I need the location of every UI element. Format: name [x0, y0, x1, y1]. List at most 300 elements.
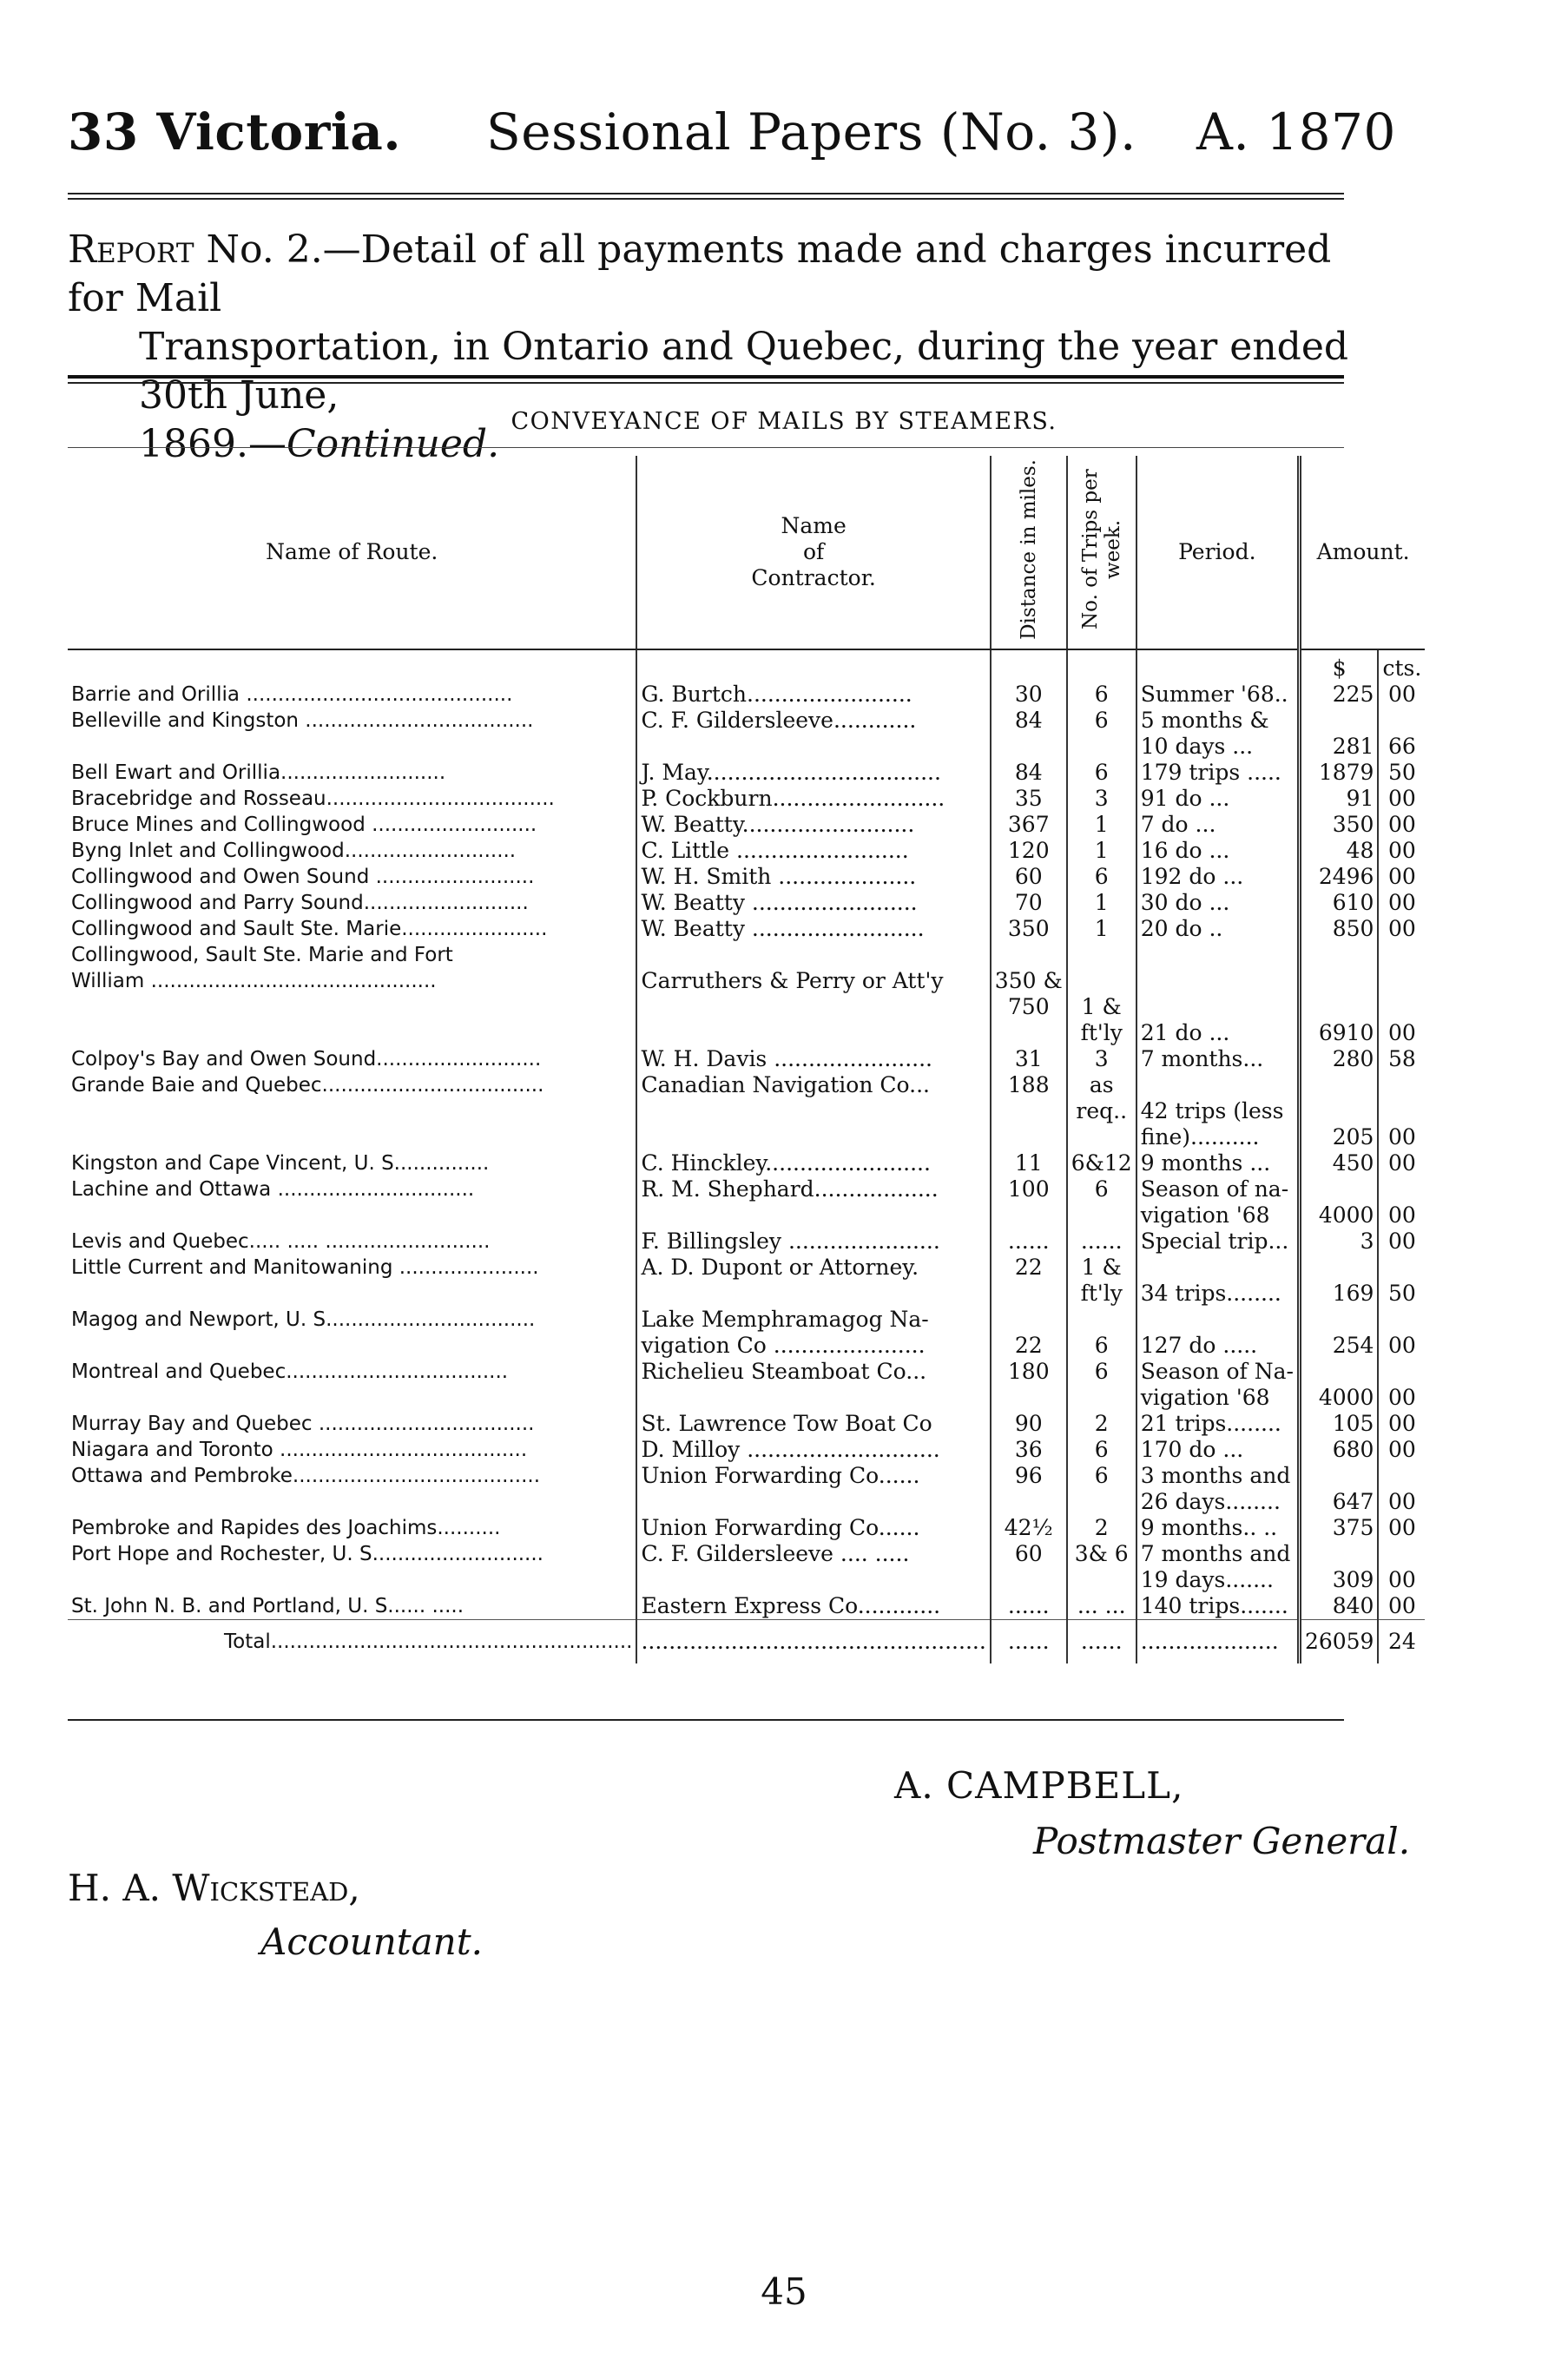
- cell-period: 10 days ...: [1136, 734, 1300, 760]
- cell-contractor: [636, 1385, 990, 1411]
- cell-cents: [1378, 1176, 1425, 1202]
- cell-contractor: [636, 1281, 990, 1307]
- table-row: [68, 1150, 1425, 1176]
- cell-cents: 00: [1378, 1333, 1425, 1359]
- cell-distance: 11: [991, 1150, 1067, 1176]
- signature-wickstead-name: [68, 1867, 360, 1909]
- cell-route: Levis and Quebec..... ..... ..........................: [71, 1230, 491, 1253]
- cell-trips: 3& 6: [1067, 1541, 1136, 1567]
- table-row: [68, 1124, 1425, 1150]
- cell-trips: as: [1067, 1072, 1136, 1098]
- cell-dollars: [1299, 1307, 1378, 1333]
- caption-rule: [68, 447, 1344, 448]
- cell-dollars: 169: [1299, 1281, 1378, 1307]
- cell-trips: 6: [1067, 1359, 1136, 1385]
- cell-route: Grande Baie and Quebec...................................: [71, 1074, 544, 1097]
- cell-period: 20 do ..: [1136, 916, 1300, 942]
- cell-trips: 1: [1067, 838, 1136, 864]
- cell-cents: 00: [1378, 1385, 1425, 1411]
- table-row: [68, 1541, 1425, 1567]
- cell-dollars: 610: [1299, 890, 1378, 916]
- cell-distance: 22: [991, 1255, 1067, 1281]
- cell-period: 9 months.. ..: [1136, 1515, 1300, 1541]
- cell-distance: 60: [991, 1541, 1067, 1567]
- cell-trips: 6: [1067, 682, 1136, 708]
- cell-dollars: 6910: [1299, 1020, 1378, 1046]
- title-rule-2: [68, 382, 1344, 384]
- table-row: [68, 734, 1425, 760]
- table-row: [68, 1020, 1425, 1046]
- cell-contractor: St. Lawrence Tow Boat Co: [636, 1411, 990, 1437]
- cell-contractor: J. May..................................: [636, 760, 990, 786]
- header-trips-label: No. of Trips per week.: [1078, 469, 1124, 629]
- cell-trips: [1067, 968, 1136, 994]
- cell-contractor: W. Beatty ........................: [636, 890, 990, 916]
- cell-cents: 00: [1378, 916, 1425, 942]
- table-row: [68, 1385, 1425, 1411]
- cell-distance: 188: [991, 1072, 1067, 1098]
- cell-dollars: 254: [1299, 1333, 1378, 1359]
- header-sessional-papers: Sessional Papers (No. 3).: [486, 102, 1136, 161]
- cell-route: Lachine and Ottawa ...............................: [71, 1178, 475, 1201]
- cell-trips: [1067, 1202, 1136, 1229]
- cell-contractor: Eastern Express Co............: [636, 1593, 990, 1620]
- total-trips: ......: [1067, 1620, 1136, 1664]
- cell-cents: 00: [1378, 786, 1425, 812]
- cell-route: [68, 994, 636, 1020]
- cell-period: 170 do ...: [1136, 1437, 1300, 1463]
- cell-trips: 6: [1067, 760, 1136, 786]
- cell-contractor: Richelieu Steamboat Co...: [636, 1359, 990, 1385]
- total-period: ....................: [1136, 1620, 1300, 1664]
- cell-route: [68, 1385, 636, 1411]
- cell-trips: [1067, 1307, 1136, 1333]
- cell-route: [68, 734, 636, 760]
- cell-dollars: 1879: [1299, 760, 1378, 786]
- cell-contractor: C. Little .........................: [636, 838, 990, 864]
- cell-route: [68, 1567, 636, 1593]
- cell-dollars: 91: [1299, 786, 1378, 812]
- cell-trips: 6: [1067, 708, 1136, 734]
- cell-cents: [1378, 942, 1425, 968]
- cell-cents: [1378, 1255, 1425, 1281]
- cell-cents: [1378, 1359, 1425, 1385]
- cell-period: 140 trips.......: [1136, 1593, 1300, 1620]
- cell-contractor: [636, 1202, 990, 1229]
- cell-period: 192 do ...: [1136, 864, 1300, 890]
- cell-contractor: Canadian Navigation Co...: [636, 1072, 990, 1098]
- cell-cents: 00: [1378, 1202, 1425, 1229]
- table-row: [68, 760, 1425, 786]
- cell-period: [1136, 968, 1300, 994]
- cell-period: [1136, 1255, 1300, 1281]
- cell-period: 19 days.......: [1136, 1567, 1300, 1593]
- cell-trips: 2: [1067, 1515, 1136, 1541]
- cell-dollars: [1299, 1072, 1378, 1098]
- header-contractor-line2: of: [802, 539, 825, 564]
- cell-route: [68, 1489, 636, 1515]
- cell-period: Summer '68..: [1136, 682, 1300, 708]
- cell-cents: 00: [1378, 1411, 1425, 1437]
- table-row: [68, 682, 1425, 708]
- table-row: [68, 864, 1425, 890]
- cell-distance: [991, 1020, 1067, 1046]
- table-header-row: [68, 456, 1425, 649]
- dollar-unit: $: [1299, 649, 1378, 682]
- cell-contractor: [636, 994, 990, 1020]
- cell-trips: [1067, 1489, 1136, 1515]
- cell-route: [68, 1020, 636, 1046]
- cell-distance: 22: [991, 1333, 1067, 1359]
- cell-trips: ft'ly: [1067, 1281, 1136, 1307]
- cell-trips: [1067, 1567, 1136, 1593]
- cell-dollars: 225: [1299, 682, 1378, 708]
- report-continued: Continued.: [286, 422, 500, 466]
- table-row: [68, 1046, 1425, 1072]
- table-row: [68, 1202, 1425, 1229]
- cell-trips: req..: [1067, 1098, 1136, 1124]
- cell-cents: 00: [1378, 812, 1425, 838]
- cell-route: Collingwood, Sault Ste. Marie and Fort: [71, 944, 453, 966]
- cell-period: 21 trips........: [1136, 1411, 1300, 1437]
- cell-distance: 367: [991, 812, 1067, 838]
- header-route: Name of Route.: [68, 456, 636, 649]
- cell-cents: 66: [1378, 734, 1425, 760]
- page-number: 45: [761, 2270, 807, 2313]
- table-row: [68, 1176, 1425, 1202]
- cell-trips: 1: [1067, 812, 1136, 838]
- cell-contractor: Lake Memphramagog Na-: [636, 1307, 990, 1333]
- cell-route: Bracebridge and Rosseau....................................: [71, 787, 555, 810]
- cell-trips: 1 &: [1067, 1255, 1136, 1281]
- report-line-1: No. 2.—Detail of all payments made and charges incurred for Mail: [68, 227, 1332, 320]
- cell-distance: [991, 1098, 1067, 1124]
- cell-cents: 50: [1378, 760, 1425, 786]
- cell-contractor: W. H. Smith ....................: [636, 864, 990, 890]
- cell-period: fine)..........: [1136, 1124, 1300, 1150]
- cell-dollars: 840: [1299, 1593, 1378, 1620]
- cell-cents: [1378, 1098, 1425, 1124]
- report-line-2: Transportation, in Ontario and Quebec, during the year ended 30th June,: [139, 325, 1349, 418]
- table-row: [68, 890, 1425, 916]
- cell-dollars: 450: [1299, 1150, 1378, 1176]
- cell-dollars: 850: [1299, 916, 1378, 942]
- cell-trips: 1: [1067, 890, 1136, 916]
- cell-contractor: [636, 1020, 990, 1046]
- table-row: [68, 1359, 1425, 1385]
- table-body: [68, 649, 1425, 1663]
- header-contractor: [636, 456, 990, 649]
- cell-period: 7 months...: [1136, 1046, 1300, 1072]
- table-row: [68, 1567, 1425, 1593]
- cell-contractor: C. F. Gildersleeve............: [636, 708, 990, 734]
- cell-period: 7 months and: [1136, 1541, 1300, 1567]
- cell-period: 9 months ...: [1136, 1150, 1300, 1176]
- cell-dollars: [1299, 1463, 1378, 1489]
- cell-cents: [1378, 968, 1425, 994]
- cell-trips: 6: [1067, 1437, 1136, 1463]
- table-row: [68, 1515, 1425, 1541]
- header-session: 33 Victoria.: [68, 102, 402, 161]
- cell-dollars: [1299, 942, 1378, 968]
- cell-trips: 6: [1067, 1463, 1136, 1489]
- cell-route: Byng Inlet and Collingwood...........................: [71, 840, 517, 862]
- cell-distance: 180: [991, 1359, 1067, 1385]
- table-row: [68, 1072, 1425, 1098]
- header-contractor-line3: Contractor.: [751, 565, 876, 590]
- cell-dollars: [1299, 1255, 1378, 1281]
- cell-route: Little Current and Manitowaning ......................: [71, 1256, 539, 1279]
- cell-distance: 70: [991, 890, 1067, 916]
- cell-contractor: Union Forwarding Co......: [636, 1515, 990, 1541]
- cell-contractor: C. F. Gildersleeve .... .....: [636, 1541, 990, 1567]
- cell-distance: [991, 1281, 1067, 1307]
- cell-distance: 350 &: [991, 968, 1067, 994]
- cell-route: Bruce Mines and Collingwood ..........................: [71, 814, 537, 836]
- cell-cents: [1378, 1307, 1425, 1333]
- cell-route: [68, 1098, 636, 1124]
- cell-route: Colpoy's Bay and Owen Sound..........................: [71, 1048, 542, 1071]
- cell-trips: [1067, 734, 1136, 760]
- cell-trips: [1067, 942, 1136, 968]
- cell-contractor: [636, 1567, 990, 1593]
- table-row: [68, 1463, 1425, 1489]
- table-row: [68, 1307, 1425, 1333]
- cell-distance: [991, 1307, 1067, 1333]
- cell-route: Murray Bay and Quebec ..................................: [71, 1413, 535, 1435]
- cell-contractor: W. Beatty.........................: [636, 812, 990, 838]
- cell-cents: 00: [1378, 1567, 1425, 1593]
- total-cents: 24: [1378, 1620, 1425, 1664]
- cell-dollars: [1299, 708, 1378, 734]
- table-row: [68, 1098, 1425, 1124]
- cell-route: William .............................................: [71, 970, 437, 992]
- cell-dollars: 680: [1299, 1437, 1378, 1463]
- cell-cents: 00: [1378, 864, 1425, 890]
- cell-dollars: [1299, 1098, 1378, 1124]
- cell-contractor: C. Hinckley........................: [636, 1150, 990, 1176]
- cell-route: Barrie and Orillia ..........................................: [71, 683, 513, 706]
- cell-trips: 6: [1067, 1333, 1136, 1359]
- table-row: [68, 1411, 1425, 1437]
- cell-dollars: 3: [1299, 1229, 1378, 1255]
- cell-route: Pembroke and Rapides des Joachims..........: [71, 1517, 501, 1539]
- cell-dollars: 205: [1299, 1124, 1378, 1150]
- report-lead: Report: [68, 227, 194, 272]
- cell-dollars: 350: [1299, 812, 1378, 838]
- cell-distance: 96: [991, 1463, 1067, 1489]
- cell-distance: 120: [991, 838, 1067, 864]
- cell-route: Port Hope and Rochester, U. S...........................: [71, 1543, 544, 1565]
- header-rule-2: [68, 198, 1344, 200]
- table-row: [68, 838, 1425, 864]
- cell-trips: 3: [1067, 786, 1136, 812]
- cell-contractor: [636, 1124, 990, 1150]
- cell-cents: [1378, 994, 1425, 1020]
- cell-route: Belleville and Kingston ....................................: [71, 709, 534, 732]
- cell-dollars: 309: [1299, 1567, 1378, 1593]
- cell-dollars: [1299, 968, 1378, 994]
- report-year: 1869.—: [139, 422, 287, 466]
- cell-trips: 3: [1067, 1046, 1136, 1072]
- cell-distance: [991, 1385, 1067, 1411]
- cell-cents: 50: [1378, 1281, 1425, 1307]
- cell-distance: 30: [991, 682, 1067, 708]
- table-row: [68, 1333, 1425, 1359]
- cell-route: Collingwood and Sault Ste. Marie.......................: [71, 918, 548, 940]
- cell-distance: 90: [991, 1411, 1067, 1437]
- cell-cents: 00: [1378, 1124, 1425, 1150]
- cell-dollars: [1299, 1541, 1378, 1567]
- cell-period: 42 trips (less: [1136, 1098, 1300, 1124]
- cell-cents: 00: [1378, 1515, 1425, 1541]
- cell-route: St. John N. B. and Portland, U. S...... .....: [71, 1595, 464, 1617]
- cell-trips: 2: [1067, 1411, 1136, 1437]
- table-row: [68, 1255, 1425, 1281]
- header-distance-label: Distance in miles.: [1017, 458, 1040, 640]
- total-label: Total.........................................................: [68, 1620, 636, 1664]
- cell-distance: [991, 1202, 1067, 1229]
- cell-contractor: R. M. Shephard..................: [636, 1176, 990, 1202]
- cell-distance: 31: [991, 1046, 1067, 1072]
- cell-period: 127 do .....: [1136, 1333, 1300, 1359]
- cell-period: [1136, 1307, 1300, 1333]
- cell-distance: ......: [991, 1593, 1067, 1620]
- cell-contractor: Carruthers & Perry or Att'y: [636, 968, 990, 994]
- cell-trips: ft'ly: [1067, 1020, 1136, 1046]
- cell-contractor: W. H. Davis .......................: [636, 1046, 990, 1072]
- signature-wickstead-text: H. A. Wickstead,: [68, 1867, 360, 1909]
- cell-dollars: 375: [1299, 1515, 1378, 1541]
- cell-dollars: 281: [1299, 734, 1378, 760]
- cell-cents: 00: [1378, 1593, 1425, 1620]
- cell-distance: [991, 942, 1067, 968]
- cell-contractor: D. Milloy ............................: [636, 1437, 990, 1463]
- cell-period: 30 do ...: [1136, 890, 1300, 916]
- cell-period: 179 trips .....: [1136, 760, 1300, 786]
- cell-trips: ... ...: [1067, 1593, 1136, 1620]
- cell-distance: [991, 1489, 1067, 1515]
- cell-dollars: 48: [1299, 838, 1378, 864]
- cell-period: [1136, 1072, 1300, 1098]
- cell-period: Special trip...: [1136, 1229, 1300, 1255]
- table-row: [68, 1437, 1425, 1463]
- cell-distance: [991, 734, 1067, 760]
- steamer-table: [68, 456, 1425, 1663]
- header-trips: [1067, 456, 1136, 649]
- header-rule: [68, 193, 1344, 194]
- cell-distance: 60: [991, 864, 1067, 890]
- table-caption: CONVEYANCE OF MAILS BY STEAMERS.: [511, 408, 1057, 435]
- cell-distance: 100: [991, 1176, 1067, 1202]
- table-row: [68, 1593, 1425, 1620]
- cell-dollars: 2496: [1299, 864, 1378, 890]
- total-distance: ......: [991, 1620, 1067, 1664]
- cell-trips: [1067, 1385, 1136, 1411]
- table-row: [68, 916, 1425, 942]
- cell-contractor: A. D. Dupont or Attorney.: [636, 1255, 990, 1281]
- cell-cents: 00: [1378, 838, 1425, 864]
- cell-route: Collingwood and Parry Sound..........................: [71, 892, 529, 914]
- signature-campbell-name: A. CAMPBELL,: [894, 1764, 1184, 1807]
- table-row: [68, 1489, 1425, 1515]
- total-row: [68, 1620, 1425, 1664]
- signature-campbell-title: Postmaster General.: [1033, 1820, 1411, 1862]
- cell-route: Bell Ewart and Orillia..........................: [71, 761, 446, 784]
- cell-dollars: [1299, 994, 1378, 1020]
- cell-period: 34 trips........: [1136, 1281, 1300, 1307]
- header-year: A. 1870: [1196, 102, 1396, 161]
- table-row: [68, 942, 1425, 968]
- cell-cents: 00: [1378, 1489, 1425, 1515]
- cell-contractor: [636, 942, 990, 968]
- cell-route: Ottawa and Pembroke.......................................: [71, 1465, 541, 1487]
- cell-period: 16 do ...: [1136, 838, 1300, 864]
- cell-period: 5 months &: [1136, 708, 1300, 734]
- cell-distance: 84: [991, 708, 1067, 734]
- cell-trips: [1067, 1124, 1136, 1150]
- cell-route: Collingwood and Owen Sound .........................: [71, 866, 535, 888]
- cell-contractor: G. Burtch........................: [636, 682, 990, 708]
- cell-contractor: vigation Co ......................: [636, 1333, 990, 1359]
- cell-distance: 35: [991, 786, 1067, 812]
- signature-wickstead-title: Accountant.: [260, 1920, 483, 1963]
- cell-trips: ......: [1067, 1229, 1136, 1255]
- cell-distance: 42½: [991, 1515, 1067, 1541]
- header-amount: Amount.: [1299, 456, 1425, 649]
- cell-trips: 6: [1067, 864, 1136, 890]
- total-contractor: ..................................................: [636, 1620, 990, 1664]
- cell-cents: 58: [1378, 1046, 1425, 1072]
- cell-distance: 350: [991, 916, 1067, 942]
- header-distance: [991, 456, 1067, 649]
- cell-cents: 00: [1378, 1437, 1425, 1463]
- cents-unit: cts.: [1378, 649, 1425, 682]
- cell-period: [1136, 942, 1300, 968]
- cell-route: Magog and Newport, U. S.................................: [71, 1308, 536, 1331]
- cell-dollars: 4000: [1299, 1385, 1378, 1411]
- table-row: [68, 968, 1425, 994]
- table-row: [68, 786, 1425, 812]
- cell-distance: 84: [991, 760, 1067, 786]
- cell-period: Season of na-: [1136, 1176, 1300, 1202]
- cell-route: [68, 1281, 636, 1307]
- cell-trips: 6&12: [1067, 1150, 1136, 1176]
- cell-distance: ......: [991, 1229, 1067, 1255]
- cell-dollars: [1299, 1359, 1378, 1385]
- cell-period: vigation '68: [1136, 1202, 1300, 1229]
- table-row: [68, 994, 1425, 1020]
- header-period: Period.: [1136, 456, 1300, 649]
- cell-route: Niagara and Toronto .......................................: [71, 1439, 528, 1461]
- cell-distance: [991, 1567, 1067, 1593]
- cell-cents: 00: [1378, 1020, 1425, 1046]
- cell-dollars: 647: [1299, 1489, 1378, 1515]
- table-bottom-rule: [68, 1719, 1344, 1721]
- cell-period: 7 do ...: [1136, 812, 1300, 838]
- cell-route: [68, 1202, 636, 1229]
- header-contractor-line1: Name: [781, 513, 847, 538]
- cell-trips: 1: [1067, 916, 1136, 942]
- cell-cents: 00: [1378, 1150, 1425, 1176]
- cell-period: 3 months and: [1136, 1463, 1300, 1489]
- unit-row: [68, 649, 1425, 682]
- cell-route: Montreal and Quebec...................................: [71, 1360, 509, 1383]
- cell-dollars: 105: [1299, 1411, 1378, 1437]
- cell-cents: 00: [1378, 1229, 1425, 1255]
- total-dollars: 26059: [1299, 1620, 1378, 1664]
- cell-cents: 00: [1378, 682, 1425, 708]
